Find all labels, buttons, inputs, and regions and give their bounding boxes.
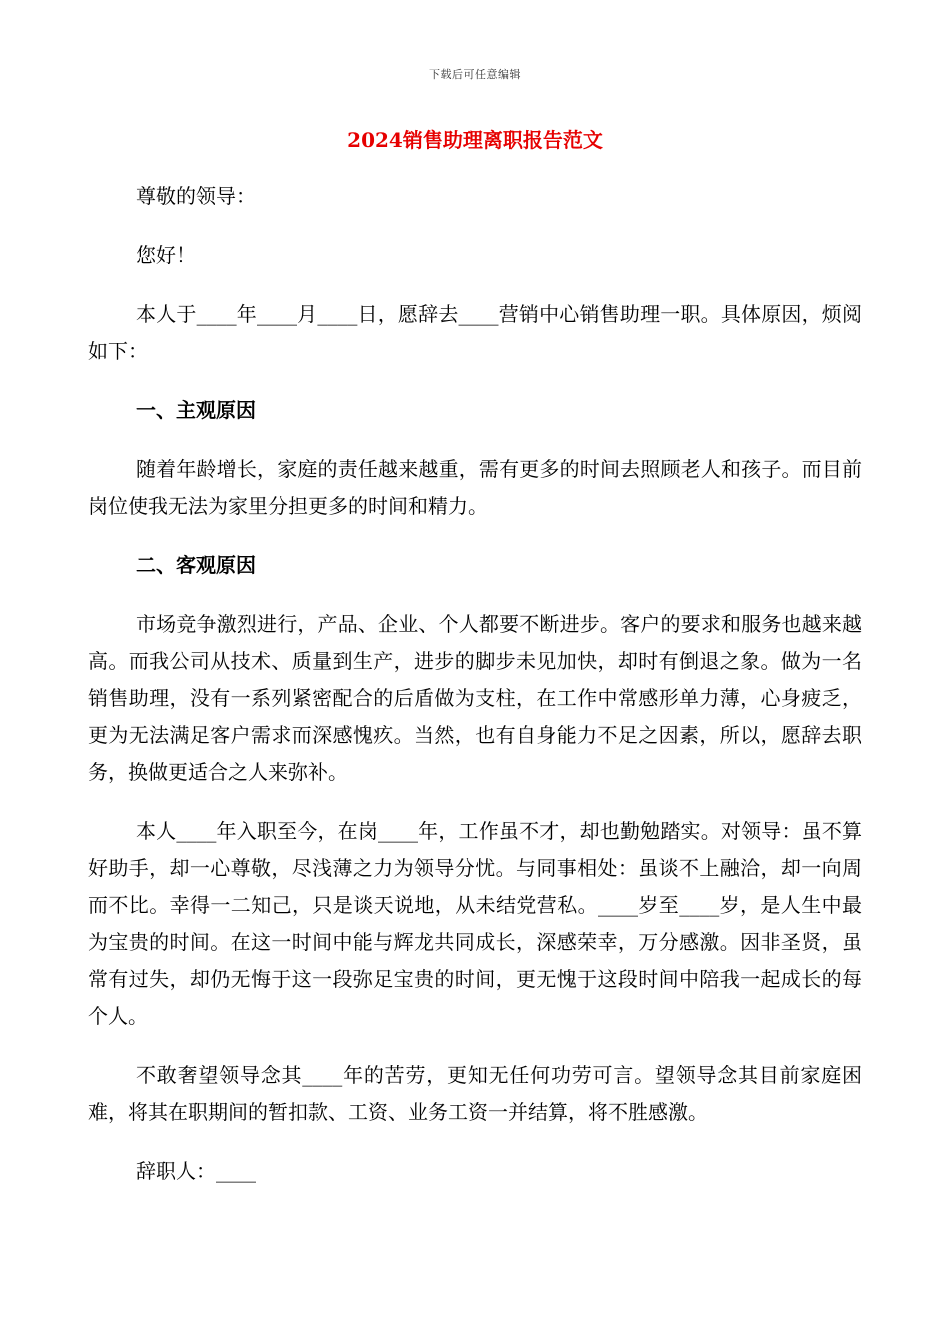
section-text-objective: 市场竞争激烈进行，产品、企业、个人都要不断进步。客户的要求和服务也越来越高。而我公司从技术、质量到生产，进步的脚步未见加快，却时有倒退之象。做为一名销售助理，没有一系列紧密配合的后盾做为支柱，在工作中常感形单力薄，心身疲乏，更为无法满足客户需求而深感愧疚。当然，也有自身能力不足之因素，所以，愿辞去职务，换做更适合之人来弥补。 (88, 612, 862, 784)
salutation: 尊敬的领导： (136, 184, 256, 208)
section-heading-objective: 二、客观原因 (136, 553, 256, 577)
document-body (88, 178, 862, 1212)
section-heading-subjective: 一、主观原因 (136, 398, 256, 422)
request-paragraph: 不敢奢望领导念其____年的苦劳，更知无任何功劳可言。望领导念其目前家庭困难，将其在职期间的暂扣款、工资、业务工资一并结算，将不胜感激。 (88, 1063, 862, 1124)
header-note: 下载后可任意编辑 (429, 68, 521, 81)
section-text-subjective: 随着年龄增长，家庭的责任越来越重，需有更多的时间去照顾老人和孩子。而目前岗位使我无法为家里分担更多的时间和精力。 (88, 457, 862, 518)
greeting: 您好！ (136, 243, 196, 267)
tenure-paragraph: 本人____年入职至今，在岗____年，工作虽不才，却也勤勉踏实。对领导：虽不算好助手，却一心尊敬，尽浅薄之力为领导分忧。与同事相处：虽谈不上融洽，却一向周而不比。幸得一二知己，只是谈天说地，从未结党营私。____岁至____岁，是人生中最为宝贵的时间。在这一时间中能与辉龙共同成长，深感荣幸，万分感激。因非圣贤，虽常有过失，却仍无悔于这一段弥足宝贵的时间，更无愧于这段时间中陪我一起成长的每个人。 (88, 819, 862, 1028)
intro-paragraph: 本人于____年____月____日，愿辞去____营销中心销售助理一职。具体原因，烦阅如下： (88, 302, 862, 363)
document-title: 2024销售助理离职报告范文 (347, 128, 603, 152)
signature-line: 辞职人：____ (136, 1159, 256, 1183)
